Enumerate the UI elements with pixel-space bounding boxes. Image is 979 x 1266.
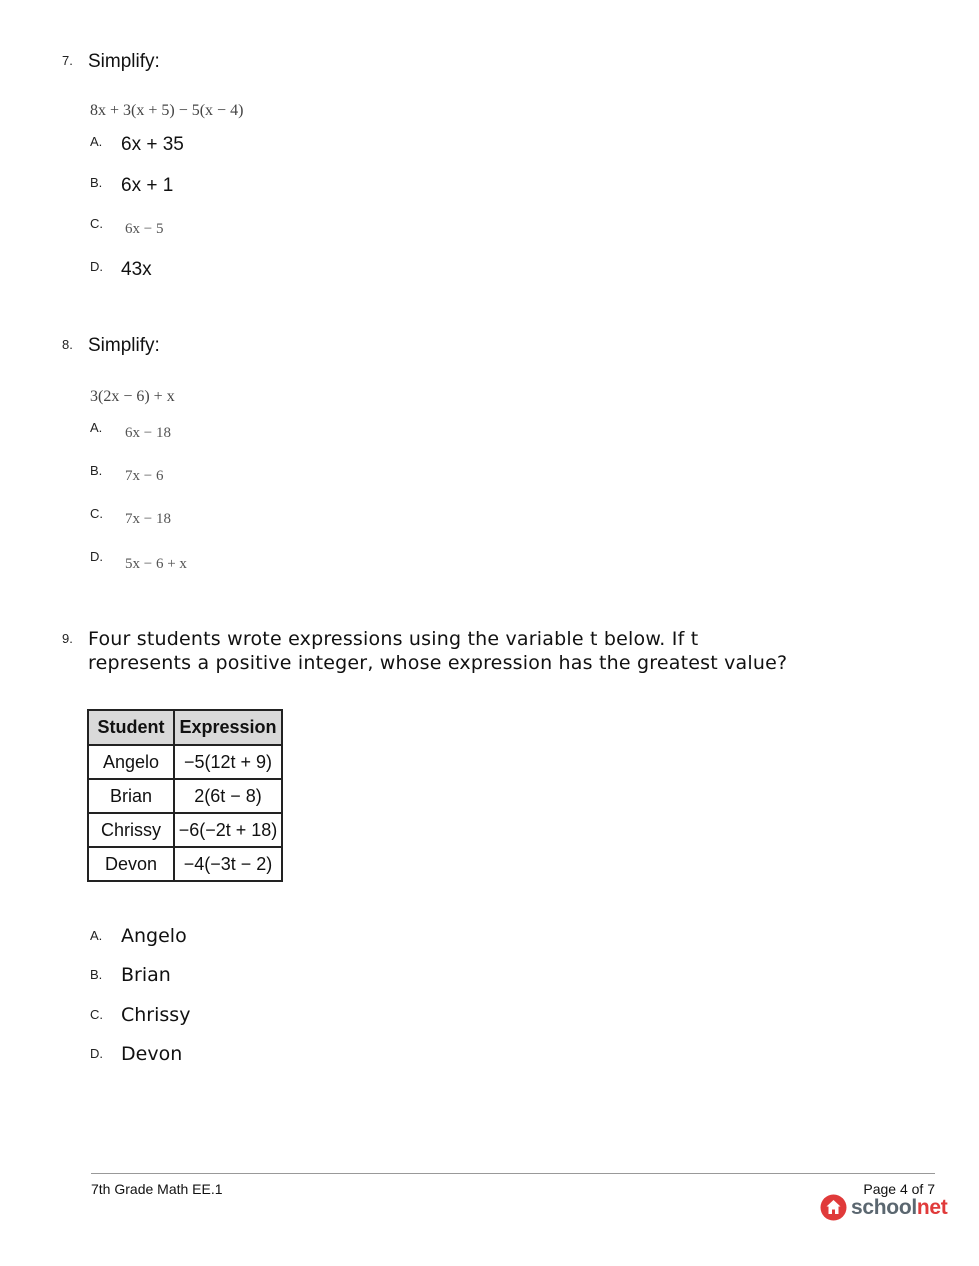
table-row: [88, 813, 282, 847]
option-letter: B.: [90, 463, 103, 478]
option-letter: C.: [90, 216, 103, 231]
table-cell-student: Angelo: [88, 745, 174, 779]
option-letter: D.: [90, 1046, 103, 1061]
option-letter: D.: [90, 259, 103, 274]
table-header: Student: [88, 710, 174, 745]
table-header: Expression: [174, 710, 282, 745]
option-letter: B.: [90, 175, 103, 190]
question-number: 8.: [62, 337, 73, 352]
logo-text-school: school: [851, 1195, 917, 1219]
question-expression: 8x + 3(x + 5) − 5(x − 4): [90, 102, 244, 119]
option-letter: B.: [90, 967, 103, 982]
house-logo-icon: [820, 1194, 847, 1221]
question-prompt-line-2: represents a positive integer, whose expression has the greatest value?: [88, 652, 788, 674]
option-letter: A.: [90, 420, 103, 435]
table-cell-student: Chrissy: [88, 813, 174, 847]
option-letter: C.: [90, 1007, 103, 1022]
question-prompt: Simplify:: [88, 335, 160, 356]
schoolnet-logo: [820, 1194, 948, 1221]
question-prompt-line-1: Four students wrote expressions using the variable t below. If t: [88, 628, 699, 650]
option-text[interactable]: 43x: [121, 259, 152, 280]
option-letter: A.: [90, 134, 103, 149]
option-letter: D.: [90, 549, 103, 564]
option-letter: A.: [90, 928, 103, 943]
question-number: 9.: [62, 631, 73, 646]
option-text[interactable]: 6x − 18: [125, 425, 171, 441]
table-row: [88, 779, 282, 813]
expression-table-wrapper: [87, 709, 283, 882]
option-text[interactable]: Devon: [121, 1043, 183, 1065]
question-prompt: Simplify:: [88, 51, 160, 72]
logo-wordmark: [851, 1196, 948, 1220]
option-text[interactable]: Angelo: [121, 925, 187, 947]
option-text[interactable]: 7x − 18: [125, 511, 171, 527]
option-text[interactable]: 7x − 6: [125, 468, 164, 484]
table-cell-expression: 2(6t − 8): [174, 779, 282, 813]
question-expression: 3(2x − 6) + x: [90, 388, 175, 405]
option-text[interactable]: Brian: [121, 964, 171, 986]
table-cell-student: Brian: [88, 779, 174, 813]
option-text[interactable]: 6x − 5: [125, 221, 164, 237]
question-prompt: [88, 627, 948, 675]
option-text[interactable]: 6x + 35: [121, 134, 184, 155]
table-cell-student: Devon: [88, 847, 174, 881]
option-text[interactable]: 5x − 6 + x: [125, 556, 187, 572]
option-letter: C.: [90, 506, 103, 521]
logo-text-net: net: [916, 1195, 948, 1219]
question-number: 7.: [62, 53, 73, 68]
footer-divider: [91, 1173, 935, 1174]
table-cell-expression: −6(−2t + 18): [174, 813, 282, 847]
option-text[interactable]: 6x + 1: [121, 175, 174, 196]
table-row: [88, 847, 282, 881]
page-number: Page 4 of 7: [863, 1181, 935, 1197]
table-cell-expression: −5(12t + 9): [174, 745, 282, 779]
table-cell-expression: −4(−3t − 2): [174, 847, 282, 881]
table-row: [88, 745, 282, 779]
option-text[interactable]: Chrissy: [121, 1004, 191, 1026]
expression-table: [87, 709, 283, 882]
footer-title: 7th Grade Math EE.1: [91, 1181, 223, 1197]
